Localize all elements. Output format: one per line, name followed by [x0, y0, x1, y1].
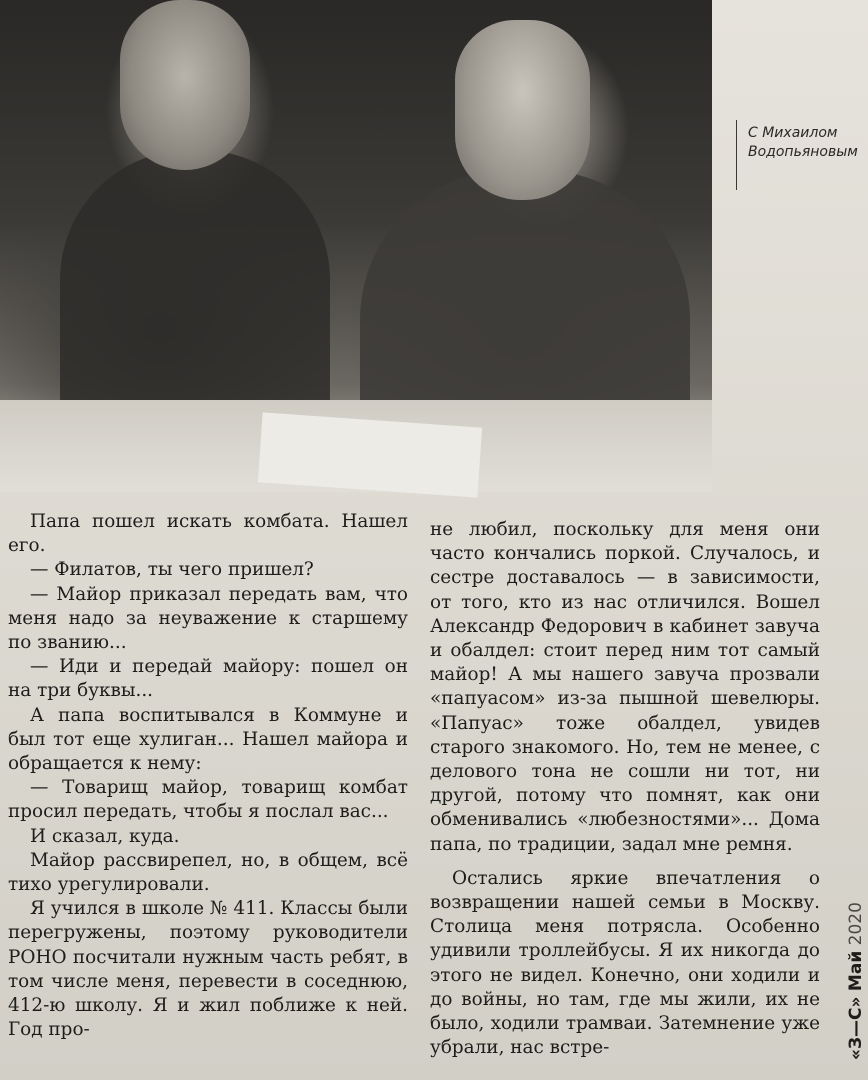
paragraph: А папа воспитывался в Коммуне и был тот еще хулиган... Нашел майора и обращается к нему: [8, 704, 408, 775]
paragraph: Я учился в школе № 411. Классы были перегружены, поэтому руководители РОНО посчитали нужным часть ребят, в том числе меня, перевести в соседнюю, 412-ю школу. Я и жил поближе к ней. Год про- [8, 898, 408, 1041]
paragraph: И сказал, куда. [30, 825, 180, 847]
paragraph: — Майор приказал передать вам, что меня надо за неуважение к старшему по званию... [8, 583, 408, 654]
portrait-photo [0, 0, 712, 492]
paragraph: Папа пошел искать комбата. Нашел его. [8, 511, 408, 557]
right-person-head [455, 20, 590, 200]
paragraph: Майор рассвирепел, но, в общем, всё тихо урегулировали. [8, 849, 408, 896]
issue-month: Май [846, 950, 866, 992]
magazine-name: «З—С» [846, 996, 866, 1060]
paragraph: — Иди и передай майору: пошел он на три буквы... [8, 656, 408, 702]
caption-line-2: Водопьяновым [748, 144, 858, 160]
paragraph: — Товарищ майор, товарищ комбат просил передать, чтобы я послал вас... [8, 777, 408, 823]
caption-rule [736, 120, 737, 190]
issue-year: 2020 [846, 902, 866, 946]
paragraph: не любил, поскольку для меня они часто кончались поркой. Случалось, и сестре доставалось — в зависимости, от того, кто из нас отличился. Вошел Александр Федорович в кабинет завуча и обалдел: стоит перед ним тот самый майор! А мы нашего завуча прозвали «папуасом» из-за пышной шевелюры. «Папуас» тоже обалдел, увидев старого знакомого. Но, тем не менее, с делового тона не сошли ни тот, ни другой, потому что помнят, как они обменивались «любезностями»... Дома папа, по традиции, задал мне ремня. [430, 519, 820, 855]
text-column-right [430, 518, 820, 1060]
left-person-head [120, 0, 250, 170]
caption-line-1: С Михаилом [748, 125, 838, 141]
page-folio [846, 902, 866, 1060]
paragraph: Остались яркие впечатления о возвращении нашей семьи в Москву. Столица меня потрясла. Особенно удивили троллейбусы. Я их никогда до этого не видел. Конечно, они ходили и до войны, но там, где мы жили, их не было, ходили трамваи. Затемнение уже убрали, нас встре- [430, 867, 820, 1059]
photo-caption [748, 124, 866, 162]
text-column-left [8, 510, 408, 1042]
paragraph: — Филатов, ты чего пришел? [30, 559, 314, 581]
